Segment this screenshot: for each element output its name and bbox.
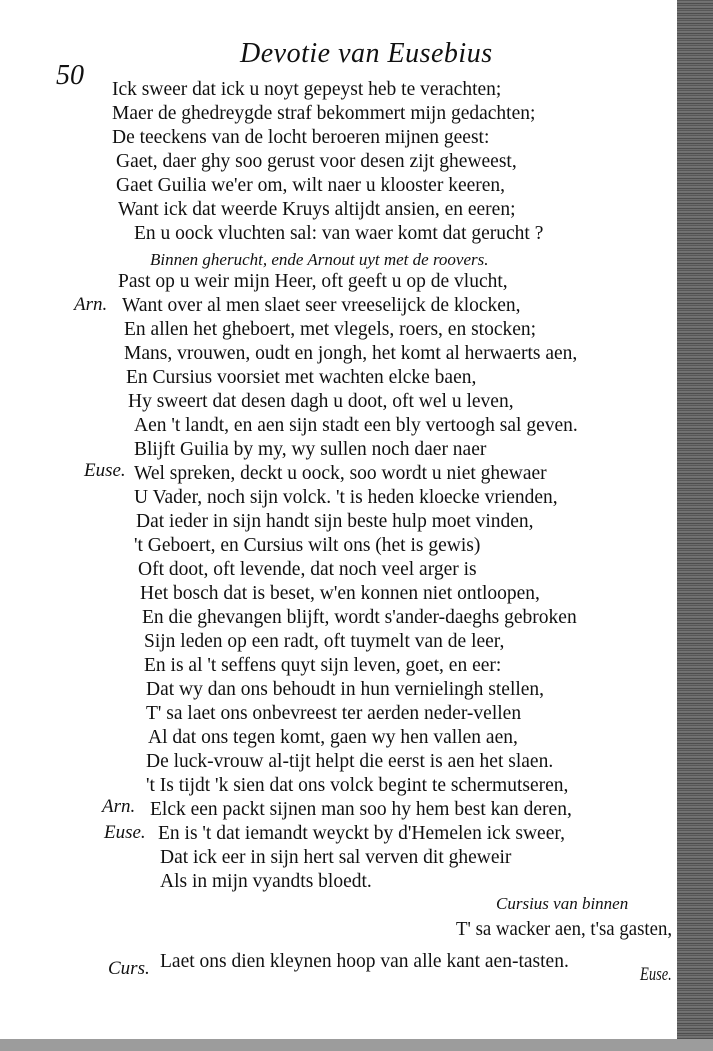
verse-line: De luck-vrouw al-tijt helpt die eerst is aen het slaen.	[146, 751, 554, 772]
verse-line: Al dat ons tegen komt, gaen wy hen vallen aen,	[148, 727, 518, 748]
verse-line: En die ghevangen blijft, wordt s'ander-daeghs gebroken	[142, 607, 577, 628]
verse-line: De teeckens van de locht beroeren mijnen geest:	[112, 127, 490, 148]
verse-line: Blijft Guilia by my, wy sullen noch daer naer	[134, 439, 487, 460]
stage-direction: Binnen gherucht, ende Arnout uyt met de roovers.	[150, 250, 489, 269]
page-number: 50	[56, 60, 84, 91]
verse-line: Want ick dat weerde Kruys altijdt ansien, en eeren;	[118, 199, 516, 220]
verse-line: Het bosch dat is beset, w'en konnen niet ontloopen,	[140, 583, 540, 604]
running-header: Devotie van Eusebius	[240, 38, 493, 69]
verse-line: Hy sweert dat desen dagh u doot, oft wel u leven,	[128, 391, 514, 412]
verse-line: 't Geboert, en Cursius wilt ons (het is gewis)	[134, 535, 481, 556]
verse-line: Sijn leden op een radt, oft tuymelt van de leer,	[144, 631, 505, 652]
verse-line: En is al 't seffens quyt sijn leven, goet, en eer:	[144, 655, 502, 676]
scan-border	[0, 1039, 713, 1051]
verse-line: U Vader, noch sijn volck. 't is heden kloecke vrienden,	[134, 487, 558, 508]
verse-line: En u oock vluchten sal: van waer komt dat gerucht ?	[134, 223, 544, 244]
speaker-label: Euse.	[84, 460, 126, 481]
speaker-label: Arn.	[74, 294, 108, 315]
page-edge	[677, 0, 713, 1051]
verse-line: Oft doot, oft levende, dat noch veel arger is	[138, 559, 477, 580]
verse-line: Aen 't landt, en aen sijn stadt een bly vertoogh sal geven.	[134, 415, 578, 436]
stage-direction: Cursius van binnen	[496, 894, 629, 913]
verse-line: Gaet Guilia we'er om, wilt naer u klooster keeren,	[116, 175, 506, 196]
verse-line: En Cursius voorsiet met wachten elcke baen,	[126, 367, 477, 388]
verse-line: 't Is tijdt 'k sien dat ons volck begint te schermutseren,	[146, 775, 569, 796]
verse-line: Mans, vrouwen, oudt en jongh, het komt al herwaerts aen,	[124, 343, 578, 364]
verse-line: Elck een packt sijnen man soo hy hem best kan deren,	[150, 799, 572, 820]
speaker-label: Arn.	[102, 796, 136, 817]
verse-line: Ick sweer dat ick u noyt gepeyst heb te verachten;	[112, 79, 502, 100]
verse-line: T' sa wacker aen, t'sa gasten,	[456, 919, 673, 940]
verse-line: Wel spreken, deckt u oock, soo wordt u niet ghewaer	[134, 463, 547, 484]
verse-line: Als in mijn vyandts bloedt.	[160, 871, 372, 892]
verse-line: Past op u weir mijn Heer, oft geeft u op de vlucht,	[118, 271, 508, 292]
verse-line: Dat ieder in sijn handt sijn beste hulp moet vinden,	[136, 511, 534, 532]
verse-line: Gaet, daer ghy soo gerust voor desen zijt gheweest,	[116, 151, 517, 172]
verse-line: Maer de ghedreygde straf bekommert mijn gedachten;	[112, 103, 536, 124]
verse-line: En allen het gheboert, met vlegels, roers, en stocken;	[124, 319, 537, 340]
verse-line: Dat wy dan ons behoudt in hun vernielingh stellen,	[146, 679, 545, 700]
verse-line: Laet ons dien kleynen hoop van alle kant aen-tasten.	[160, 951, 569, 972]
verse-line: Want over al men slaet seer vreeselijck de klocken,	[122, 295, 521, 316]
speaker-label: Euse.	[104, 822, 146, 843]
verse-line: T' sa laet ons onbevreest ter aerden neder-vellen	[146, 703, 522, 724]
speaker-label: Curs.	[108, 958, 150, 979]
verse-line: Dat ick eer in sijn hert sal verven dit gheweir	[160, 847, 512, 868]
verse-line: En is 't dat iemandt weyckt by d'Hemelen ick sweer,	[158, 823, 565, 844]
speaker-label: Euse.	[640, 964, 672, 985]
